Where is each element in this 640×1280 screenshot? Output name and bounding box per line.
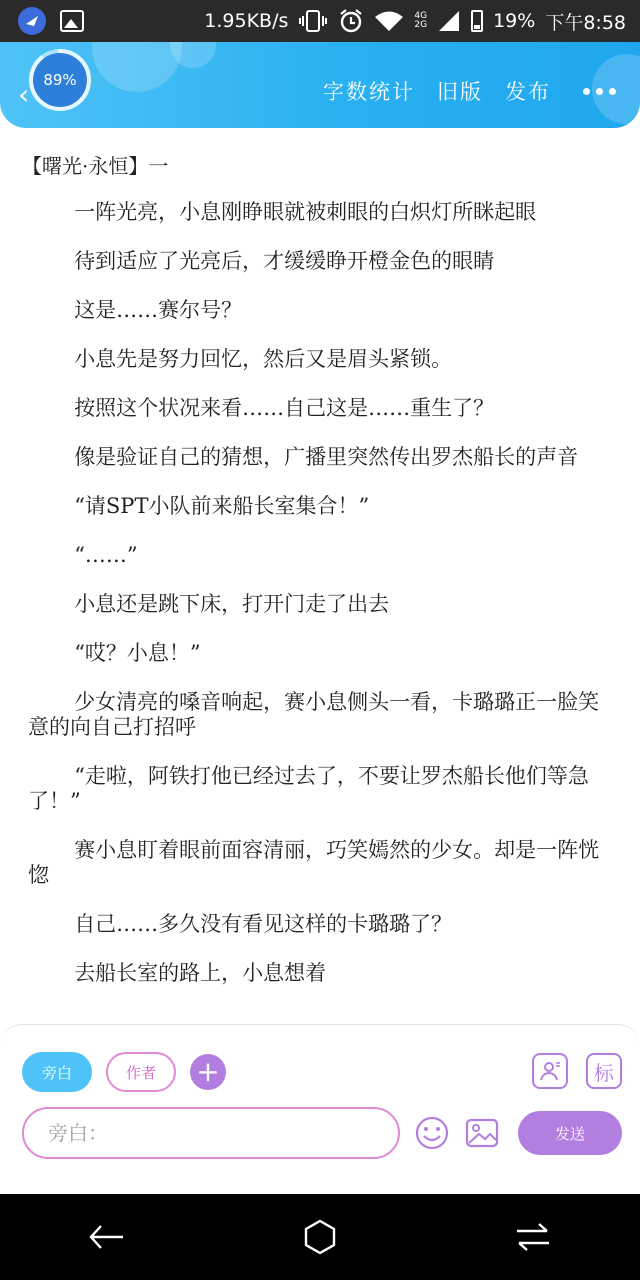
network-speed: 1.95KB/s	[204, 10, 289, 32]
story-paragraph: “哎？小息！”	[74, 641, 201, 665]
paragraph-list	[28, 200, 610, 1010]
decor-bubble	[92, 42, 182, 92]
editor-header	[0, 42, 640, 128]
story-paragraph: 少女清亮的嗓音响起，赛小息侧头一看，卡璐璐正一脸笑意的向自己打招呼	[28, 690, 600, 739]
emoji-icon[interactable]	[414, 1115, 450, 1151]
role-author-tab[interactable]: 作者	[106, 1052, 176, 1092]
home-icon[interactable]	[290, 1207, 350, 1267]
old-version-button[interactable]: 旧版	[437, 80, 483, 104]
tag-button[interactable]: 标	[586, 1053, 622, 1089]
more-icon[interactable]	[583, 88, 616, 95]
progress-percent: 89%	[43, 71, 77, 89]
story-paragraph: 按照这个状况来看……自己这是……重生了？	[74, 396, 495, 420]
system-nav-bar	[0, 1194, 640, 1280]
battery-icon	[471, 10, 483, 32]
story-paragraph: 赛小息盯着眼前面容清丽，巧笑嫣然的少女。却是一阵恍惚	[28, 838, 600, 887]
wifi-icon	[374, 10, 404, 32]
app-icon	[18, 7, 46, 35]
person-icon	[538, 1059, 562, 1083]
story-paragraph: 一阵光亮，小息刚睁眼就被刺眼的白炽灯所眯起眼	[74, 200, 537, 224]
story-paragraph: “……”	[74, 543, 138, 567]
story-paragraph: “走啦，阿铁打他已经过去了，不要让罗杰船长他们等急了！”	[28, 764, 589, 813]
vibrate-icon	[298, 9, 328, 33]
signal-icon	[437, 10, 461, 32]
story-content[interactable]	[0, 128, 640, 1028]
alarm-icon	[338, 8, 364, 34]
story-paragraph: 像是验证自己的猜想，广播里突然传出罗杰船长的声音	[74, 445, 579, 469]
story-paragraph: 小息还是跳下床，打开门走了出去	[74, 592, 390, 616]
composer-panel	[0, 1024, 640, 1194]
dialogue-input[interactable]	[22, 1107, 400, 1159]
story-paragraph: 去船长室的路上，小息想着	[74, 961, 327, 985]
back-arrow-icon[interactable]	[77, 1207, 137, 1267]
image-icon[interactable]	[464, 1115, 500, 1151]
character-button[interactable]	[532, 1053, 568, 1089]
send-button[interactable]: 发送	[518, 1111, 622, 1155]
story-paragraph: “请SPT小队前来船长室集合！”	[74, 494, 370, 518]
story-paragraph: 自己……多久没有看见这样的卡璐璐了？	[74, 912, 453, 936]
role-narration-tab[interactable]: 旁白	[22, 1052, 92, 1092]
story-paragraph: 小息先是努力回忆，然后又是眉头紧锁。	[74, 347, 453, 371]
story-paragraph: 待到适应了光亮后，才缓缓睁开橙金色的眼睛	[74, 249, 495, 273]
add-role-button[interactable]: +	[190, 1054, 226, 1090]
status-bar	[0, 0, 640, 42]
chapter-title: 【曙光·永恒】一	[22, 154, 169, 178]
word-count-button[interactable]: 字数统计	[323, 80, 415, 104]
switch-apps-icon[interactable]	[503, 1207, 563, 1267]
clock: 下午8:58	[545, 11, 626, 34]
publish-button[interactable]: 发布	[505, 80, 551, 104]
battery-percent: 19%	[493, 10, 536, 32]
network-type: 4G 2G	[414, 11, 428, 30]
gallery-icon	[60, 10, 84, 32]
back-button[interactable]: ‹	[18, 78, 30, 111]
story-paragraph: 这是……赛尔号？	[74, 298, 243, 322]
